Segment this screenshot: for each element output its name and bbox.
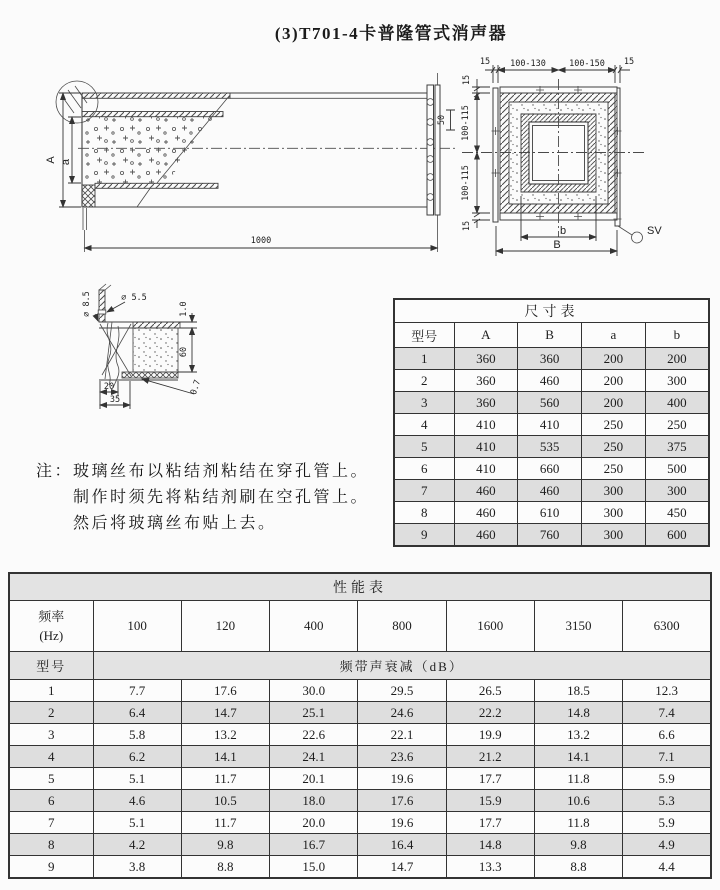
dim-A-extension xyxy=(59,93,81,207)
table-row xyxy=(394,370,709,392)
table-cell: 15.9 xyxy=(446,790,534,812)
left-dim-ticks xyxy=(472,79,490,228)
table-cell: 19.6 xyxy=(358,812,446,834)
inner-top-plate-hatch xyxy=(82,112,223,117)
table-cell: 4.6 xyxy=(93,790,181,812)
table-cell: 19.6 xyxy=(358,768,446,790)
size-table-title: 尺寸表 xyxy=(394,299,709,323)
table-cell: 6 xyxy=(394,458,454,480)
table-cell: 450 xyxy=(645,502,709,524)
glass-wool-area xyxy=(83,117,214,183)
table-cell: 4 xyxy=(9,746,93,768)
table-cell: 300 xyxy=(582,480,646,502)
table-cell: 5.1 xyxy=(93,812,181,834)
table-cell: 10.5 xyxy=(181,790,269,812)
table-row xyxy=(394,392,709,414)
table-row xyxy=(394,414,709,436)
table-cell: 14.7 xyxy=(358,856,446,879)
dim-label-a: a xyxy=(60,158,72,166)
performance-table xyxy=(8,572,712,879)
table-cell: 360 xyxy=(454,370,518,392)
frequency-value: 100 xyxy=(93,601,181,652)
table-cell: 25.1 xyxy=(270,702,358,724)
inner-bottom-plate-hatch xyxy=(95,183,218,188)
table-cell: 375 xyxy=(645,436,709,458)
column-header: A xyxy=(454,323,518,348)
column-header: a xyxy=(582,323,646,348)
flange-bar xyxy=(99,290,105,322)
table-cell: 3 xyxy=(9,724,93,746)
dim-label-B: B xyxy=(553,239,561,251)
dim-label-offset-inner: 20 xyxy=(103,382,115,392)
table-cell: 535 xyxy=(518,436,582,458)
table-row xyxy=(9,834,711,856)
dim-label-offset-outer: 35 xyxy=(109,395,121,405)
table-cell: 17.7 xyxy=(446,812,534,834)
table-cell: 9.8 xyxy=(534,834,622,856)
table-cell: 8 xyxy=(394,502,454,524)
table-cell: 10.6 xyxy=(534,790,622,812)
table-cell: 610 xyxy=(518,502,582,524)
table-cell: 1 xyxy=(9,680,93,702)
column-header: b xyxy=(645,323,709,348)
sv-symbol xyxy=(632,232,643,243)
table-row xyxy=(9,746,711,768)
table-row xyxy=(9,768,711,790)
table-cell: 4.9 xyxy=(623,834,711,856)
note-line: 制作时须先将粘结剂刷在空孔管上。 xyxy=(73,489,370,506)
table-cell: 460 xyxy=(454,502,518,524)
left-plate xyxy=(493,88,498,222)
table-cell: 24.6 xyxy=(358,702,446,724)
table-cell: 29.5 xyxy=(358,680,446,702)
flange-hole-leader xyxy=(95,314,98,321)
dim-label-b: b xyxy=(559,225,567,237)
table-cell: 660 xyxy=(518,458,582,480)
table-cell: 7 xyxy=(394,480,454,502)
frequency-value: 6300 xyxy=(623,601,711,652)
table-cell: 360 xyxy=(454,392,518,414)
dim-label-top-2: 100-150 xyxy=(569,59,605,69)
silencer-side-section-drawing xyxy=(40,58,460,258)
dim-label-cloth: 0.7 xyxy=(188,378,204,397)
dim-label-flange-hole: ∅ 8.5 xyxy=(82,291,92,317)
note-prefix: 注： xyxy=(36,463,74,480)
dim-label-hole: ∅ 5.5 xyxy=(121,293,147,303)
table-row xyxy=(9,812,711,834)
table-cell: 300 xyxy=(645,370,709,392)
table-cell: 5 xyxy=(9,768,93,790)
table-cell: 14.7 xyxy=(181,702,269,724)
table-cell: 15.0 xyxy=(270,856,358,879)
inner-opening xyxy=(533,126,585,181)
table-row xyxy=(9,790,711,812)
table-cell: 14.1 xyxy=(534,746,622,768)
dim-label-left-0: 15 xyxy=(462,74,472,86)
dim-label-plate: 1.0 xyxy=(179,301,189,317)
table-row xyxy=(394,348,709,370)
size-table-body xyxy=(394,348,709,547)
table-row xyxy=(9,724,711,746)
table-cell: 19.9 xyxy=(446,724,534,746)
table-cell: 9 xyxy=(394,524,454,547)
table-cell: 3.8 xyxy=(93,856,181,879)
frequency-value: 800 xyxy=(358,601,446,652)
table-cell: 250 xyxy=(582,414,646,436)
table-cell: 410 xyxy=(454,458,518,480)
table-cell: 16.7 xyxy=(270,834,358,856)
table-cell: 200 xyxy=(582,348,646,370)
table-cell: 400 xyxy=(645,392,709,414)
table-cell: 5.8 xyxy=(93,724,181,746)
table-cell: 18.5 xyxy=(534,680,622,702)
table-cell: 7.1 xyxy=(623,746,711,768)
table-cell: 9 xyxy=(9,856,93,879)
sv-label: SV xyxy=(647,225,662,237)
table-row xyxy=(9,702,711,724)
table-cell: 5.3 xyxy=(623,790,711,812)
dim-label-core: 60 xyxy=(179,346,189,358)
note xyxy=(36,459,369,537)
table-cell: 22.6 xyxy=(270,724,358,746)
table-cell: 250 xyxy=(582,436,646,458)
table-cell: 30.0 xyxy=(270,680,358,702)
model-label: 型号 xyxy=(9,652,93,680)
table-cell: 5.9 xyxy=(623,812,711,834)
table-cell: 18.0 xyxy=(270,790,358,812)
size-table xyxy=(393,298,710,547)
top-plate-hatch xyxy=(133,322,180,328)
column-header: B xyxy=(518,323,582,348)
top-plate-hatch xyxy=(82,93,230,98)
table-cell: 460 xyxy=(454,480,518,502)
table-row xyxy=(394,502,709,524)
column-header: 型号 xyxy=(394,323,454,348)
table-cell: 14.8 xyxy=(446,834,534,856)
frequency-value: 1600 xyxy=(446,601,534,652)
table-cell: 11.8 xyxy=(534,768,622,790)
table-row xyxy=(9,856,711,879)
table-cell: 410 xyxy=(454,436,518,458)
dim-label-A: A xyxy=(45,156,57,164)
table-cell: 9.8 xyxy=(181,834,269,856)
performance-table-body xyxy=(9,680,711,879)
dim-label-top-0: 15 xyxy=(479,57,491,67)
sv-leader xyxy=(618,226,632,235)
table-cell: 5 xyxy=(394,436,454,458)
model-header-row xyxy=(9,652,711,680)
table-cell: 26.5 xyxy=(446,680,534,702)
table-cell: 13.2 xyxy=(181,724,269,746)
wool-core xyxy=(133,328,178,372)
table-cell: 200 xyxy=(645,348,709,370)
dim-label-left-2: 100-115 xyxy=(461,165,471,201)
table-cell: 14.1 xyxy=(181,746,269,768)
table-cell: 21.2 xyxy=(446,746,534,768)
dim-plate-extensions xyxy=(180,322,197,328)
table-cell: 11.7 xyxy=(181,768,269,790)
frequency-label-line1: 频率 xyxy=(38,609,65,624)
table-cell: 6.2 xyxy=(93,746,181,768)
table-cell: 20.0 xyxy=(270,812,358,834)
table-cell: 560 xyxy=(518,392,582,414)
dim-label-left-1: 100-115 xyxy=(461,105,471,141)
table-cell: 13.3 xyxy=(446,856,534,879)
dim-a-extension xyxy=(68,117,81,183)
bottom-stub xyxy=(83,208,87,252)
table-cell: 14.8 xyxy=(534,702,622,724)
table-cell: 460 xyxy=(518,370,582,392)
table-cell: 12.3 xyxy=(623,680,711,702)
table-cell: 5.1 xyxy=(93,768,181,790)
table-row xyxy=(394,480,709,502)
table-row xyxy=(394,436,709,458)
dim-bolt-pitch-line xyxy=(446,110,455,130)
page-title: (3)T701-4卡普隆管式消声器 xyxy=(274,24,508,43)
table-cell: 4.4 xyxy=(623,856,711,879)
size-table-header-row xyxy=(394,323,709,348)
frequency-value: 120 xyxy=(181,601,269,652)
dim-label-bolt-pitch: 50 xyxy=(437,114,447,126)
table-cell: 410 xyxy=(518,414,582,436)
top-dim-ticks xyxy=(485,65,630,83)
table-row xyxy=(9,680,711,702)
dim-label-length: 1000 xyxy=(250,236,272,246)
table-cell: 4 xyxy=(394,414,454,436)
dim-cloth-leader xyxy=(142,379,194,394)
table-cell: 3 xyxy=(394,392,454,414)
table-cell: 360 xyxy=(454,348,518,370)
table-cell: 11.7 xyxy=(181,812,269,834)
table-cell: 4.2 xyxy=(93,834,181,856)
table-cell: 11.8 xyxy=(534,812,622,834)
table-cell: 13.2 xyxy=(534,724,622,746)
table-cell: 250 xyxy=(582,458,646,480)
table-cell: 300 xyxy=(582,524,646,547)
table-cell: 600 xyxy=(645,524,709,547)
dim-label-top-1: 100-130 xyxy=(510,59,546,69)
note-body xyxy=(73,459,369,537)
frequency-header-row xyxy=(9,601,711,652)
end-block xyxy=(82,185,95,207)
note-line: 然后将玻璃丝布贴上去。 xyxy=(73,515,277,532)
detail-callout-marks xyxy=(64,86,87,113)
table-cell: 7.4 xyxy=(623,702,711,724)
performance-table-title-row xyxy=(9,573,711,601)
table-cell: 17.6 xyxy=(181,680,269,702)
table-cell: 7.7 xyxy=(93,680,181,702)
table-cell: 7 xyxy=(9,812,93,834)
joint-detail-drawing xyxy=(82,282,207,414)
note-line: 玻璃丝布以粘结剂粘结在穿孔管上。 xyxy=(73,463,370,480)
dim-label-top-3: 15 xyxy=(623,57,635,67)
table-cell: 24.1 xyxy=(270,746,358,768)
table-row xyxy=(394,524,709,547)
frequency-value: 3150 xyxy=(534,601,622,652)
attenuation-label: 频带声衰减（dB） xyxy=(93,652,711,680)
table-cell: 23.6 xyxy=(358,746,446,768)
dim-label-left-3: 15 xyxy=(462,220,472,232)
frequency-label-line2: (Hz) xyxy=(39,628,64,643)
size-table-title-row xyxy=(394,299,709,323)
table-cell: 8.8 xyxy=(534,856,622,879)
rivet-hole xyxy=(98,310,106,314)
table-cell: 760 xyxy=(518,524,582,547)
table-cell: 2 xyxy=(9,702,93,724)
table-cell: 500 xyxy=(645,458,709,480)
table-cell: 6 xyxy=(9,790,93,812)
frequency-label xyxy=(9,601,93,652)
table-cell: 360 xyxy=(518,348,582,370)
performance-table-title: 性能表 xyxy=(9,573,711,601)
flange-end-plate xyxy=(435,85,440,215)
table-cell: 22.1 xyxy=(358,724,446,746)
table-cell: 410 xyxy=(454,414,518,436)
table-cell: 16.4 xyxy=(358,834,446,856)
table-cell: 300 xyxy=(645,480,709,502)
table-cell: 17.7 xyxy=(446,768,534,790)
table-row xyxy=(394,458,709,480)
table-cell: 460 xyxy=(454,524,518,547)
hole-leader xyxy=(107,302,125,312)
table-cell: 200 xyxy=(582,370,646,392)
table-cell: 6.6 xyxy=(623,724,711,746)
table-cell: 200 xyxy=(582,392,646,414)
table-cell: 2 xyxy=(394,370,454,392)
table-cell: 22.2 xyxy=(446,702,534,724)
table-cell: 20.1 xyxy=(270,768,358,790)
table-cell: 6.4 xyxy=(93,702,181,724)
table-cell: 8.8 xyxy=(181,856,269,879)
silencer-cross-section-drawing xyxy=(460,53,718,265)
table-cell: 5.9 xyxy=(623,768,711,790)
flange-bar-top xyxy=(99,284,111,290)
table-cell: 250 xyxy=(645,414,709,436)
frequency-value: 400 xyxy=(270,601,358,652)
table-cell: 300 xyxy=(582,502,646,524)
table-cell: 8 xyxy=(9,834,93,856)
table-cell: 17.6 xyxy=(358,790,446,812)
table-cell: 1 xyxy=(394,348,454,370)
table-cell: 460 xyxy=(518,480,582,502)
